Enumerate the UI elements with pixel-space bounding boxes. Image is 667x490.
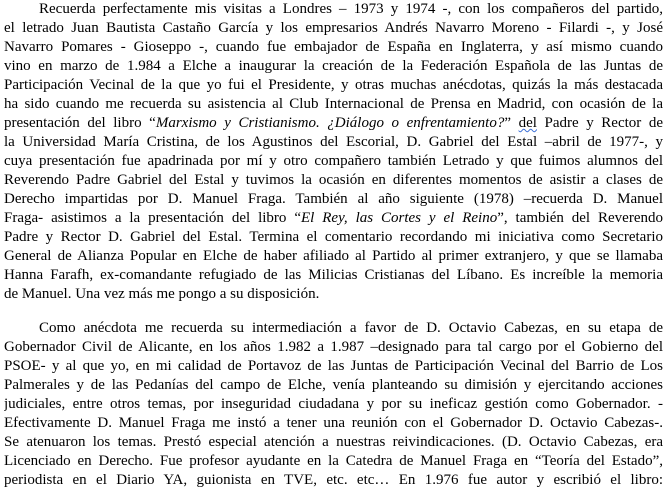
p1-line-3: Navarro Pomares - Gioseppo -, cuando fue embajador de España en Inglaterra, y así mismo cuando: [4, 39, 663, 55]
p1-line-12: [4, 209, 663, 228]
p1-line-13: Padre y Rector D. Gabriel del Estal. Termina el comentario recordando mi iniciativa como Secretario: [4, 229, 663, 245]
spellcheck-word-del: del: [518, 115, 537, 131]
p1-line-11: Derecho impartidas por D. Manuel Fraga. También al año siguiente (1978) –recuerda D. Manuel: [4, 191, 663, 207]
p1-line-1: Recuerda perfectamente mis visitas a Londres – 1973 y 1974 -, con los compañeros del partido,: [39, 1, 663, 17]
p1-line-7-e: Padre y Rector de: [536, 115, 663, 131]
p1-line-6: ha sido cuando me recuerda su asistencia al Club Internacional de Prensa en Madrid, con ocasión de la: [4, 96, 663, 112]
p1-line-5: Participación Vecinal de la que yo fui el Presidente, y otras muchas anécdotas, quizás la más destacada: [4, 77, 663, 93]
p1-line-14: General de Alianza Popular en Elche de haber afiliado al Partido al primer extranjero, y que se llamaba: [4, 248, 663, 264]
p1-line-16: de Manuel. Una vez más me pongo a su disposición.: [4, 286, 320, 302]
p2-line-3: PSOE- y al que yo, en mi calidad de Portavoz de las Juntas de Participación Vecinal del Barrio de Los: [4, 358, 663, 374]
p2-line-8: Licenciado en Derecho. Fue profesor ayudante en la Catedra de Manuel Fraga en “Teoría del Estado”,: [4, 453, 663, 469]
p1-line-8: la Universidad María Cristina, de los Agustinos del Escorial, D. Gabriel del Estal –abril de 1977-, y: [4, 134, 663, 150]
p1-line-12-a: Fraga- asistimos a la presentación del libro “: [4, 210, 301, 226]
p1-line-15: Hanna Farafh, ex-comandante refugiado de las Milicias Cristianas del Líbano. Es increíble la memoria: [4, 267, 663, 283]
p1-line-4: vino en marzo de 1.984 a Elche a inaugurar la creación de la Federación Española de las Juntas de: [4, 58, 663, 74]
p2-line-9: periodista en el Diario YA, guionista en TVE, etc. etc… En 1.976 fue autor y escribió el libro:: [4, 472, 663, 488]
p1-line-7-a: presentación del libro “: [4, 115, 156, 131]
book-title-el-rey: El Rey, las Cortes y el Reino: [301, 210, 498, 226]
p1-line-7-c: ”: [504, 115, 519, 131]
p2-line-6: Efectivamente D. Manuel Fraga me instó a tener una reunión con el Gobernador D. Octavio Cabezas-.: [4, 415, 663, 431]
p1-line-10: Reverendo Padre Gabriel del Estal y tuvimos la ocasión en diferentes momentos de asistir a clases de: [4, 172, 663, 188]
p2-line-2: Gobernador Civil de Alicante, en los años 1.982 a 1.987 –designado para tal cargo por el Gobierno del: [4, 339, 663, 355]
p2-line-1: Como anécdota me recuerda su intermediación a favor de D. Octavio Cabezas, en su etapa de: [39, 320, 663, 336]
p1-line-12-c: ”, también del Reverendo: [497, 210, 663, 226]
p2-line-5: judiciales, entre otros temas, por inseguridad ciudadana y por su ineficaz gestión como Gobernador. -: [4, 396, 663, 412]
p2-line-7: Se atenuaron los temas. Prestó especial atención a nuestras reivindicaciones. (D. Octavio Cabezas, era: [4, 434, 663, 450]
p1-line-2: el letrado Juan Bautista Castaño García y los empresarios Andrés Navarro Moreno - Filardi -, y José: [4, 20, 663, 36]
p1-line-9: cuya presentación fue apadrinada por mí y otro compañero también Letrado y que fuimos alumnos del: [4, 153, 663, 169]
p1-line-7: [4, 114, 663, 133]
book-title-marxismo: Marxismo y Cristianismo. ¿Diálogo o enfrentamiento?: [155, 115, 505, 131]
p2-line-4: Palmerales y de las Pedanías del campo de Elche, venía planteando su dimisión y ejercitando acciones: [4, 377, 663, 393]
